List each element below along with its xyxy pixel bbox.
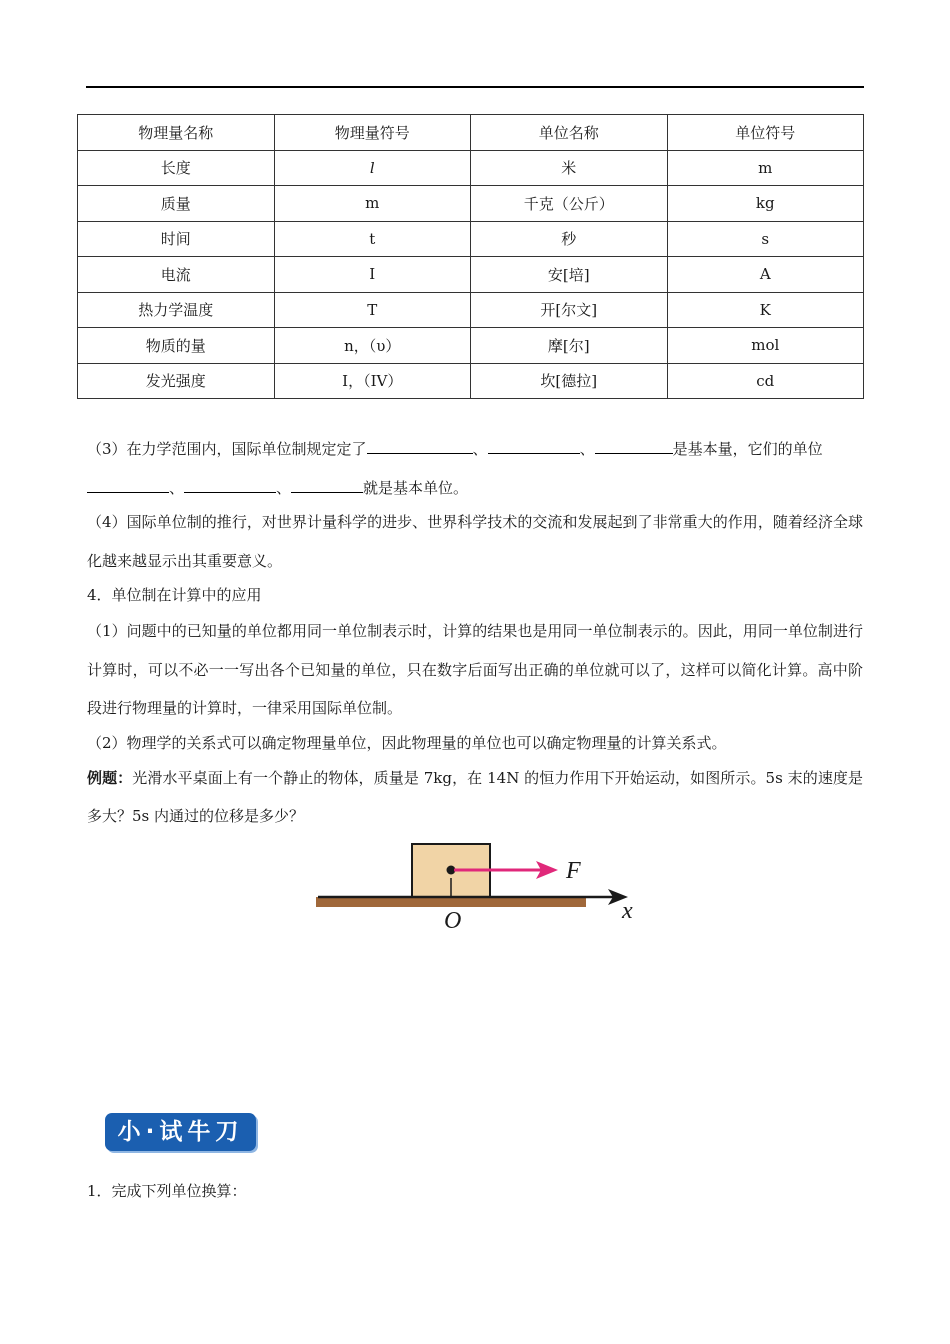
header-unit-symbol: 单位符号 [667, 115, 864, 151]
section-4-paragraph-1: （1）问题中的已知量的单位都用同一单位制表示时，计算的结果也是用同一单位制表示的。因此，用同一单位制进行计算时，可以不必一一写出各个已知量的单位，只在数字后面写出正确的单位就可以了，这样可以简化计算。高中阶段进行物理量的计算时，一律采用国际单位制。 [87, 622, 863, 717]
table-header-row [78, 115, 864, 151]
paragraph-4: （4）国际单位制的推行，对世界计量科学的进步、世界科学技术的交流和发展起到了非常重大的作用，随着经济全球化越来越显示出其重要意义。 [87, 513, 863, 570]
table-cell: 秒 [471, 221, 668, 257]
header-rule [86, 86, 864, 88]
question-1: 1．完成下列单位换算： [87, 1182, 247, 1200]
table-surface [316, 897, 586, 907]
force-label: F [566, 858, 581, 884]
header-quantity-symbol: 物理量符号 [274, 115, 471, 151]
p3-sep: 、 [169, 479, 185, 497]
table-cell: s [667, 221, 864, 257]
table-cell: 时间 [78, 221, 275, 257]
p3-sep: 、 [579, 440, 595, 458]
x-axis-label: x [622, 898, 633, 924]
paragraph-3 [87, 430, 863, 508]
table-cell: 质量 [78, 186, 275, 222]
table-cell: 千克（公斤） [471, 186, 668, 222]
fill-blank[interactable] [367, 437, 473, 454]
table-cell: A [667, 257, 864, 293]
section-badge: 小·试牛刀 [105, 1113, 256, 1151]
table-cell: T [274, 292, 471, 328]
fill-blank[interactable] [184, 476, 276, 493]
p3-sep: 、 [276, 479, 292, 497]
example-label: 例题： [87, 769, 133, 787]
table-cell: 长度 [78, 150, 275, 186]
table-row [78, 257, 864, 293]
table-cell: n，（υ） [274, 328, 471, 364]
table-cell: mol [667, 328, 864, 364]
p3-text-b: 是基本量，它们的单位 [672, 440, 823, 458]
table-cell: 安[培] [471, 257, 668, 293]
header-unit-name: 单位名称 [471, 115, 668, 151]
p3-text-a: （3）在力学范围内，国际单位制规定定了 [87, 440, 367, 458]
section-4-paragraph-2: （2）物理学的关系式可以确定物理量单位，因此物理量的单位也可以确定物理量的计算关系式。 [87, 734, 727, 752]
table-cell: m [274, 186, 471, 222]
origin-label: O [444, 908, 462, 934]
table-cell: l [274, 150, 471, 186]
table-cell: t [274, 221, 471, 257]
table-cell: m [667, 150, 864, 186]
table-row [78, 186, 864, 222]
fill-blank[interactable] [595, 437, 673, 454]
header-quantity-name: 物理量名称 [78, 115, 275, 151]
table-cell: cd [667, 363, 864, 399]
fill-blank[interactable] [291, 476, 363, 493]
table-row [78, 150, 864, 186]
table-cell: 发光强度 [78, 363, 275, 399]
table-cell: I，（IV） [274, 363, 471, 399]
table-cell: 物质的量 [78, 328, 275, 364]
table-cell: K [667, 292, 864, 328]
block-force-figure [314, 840, 644, 935]
table-cell: 米 [471, 150, 668, 186]
table-cell: 热力学温度 [78, 292, 275, 328]
table-row [78, 292, 864, 328]
example-text: 光滑水平桌面上有一个静止的物体，质量是 7kg，在 14N 的恒力作用下开始运动，如图所示。5s 末的速度是多大？5s 内通过的位移是多少？ [87, 769, 863, 825]
table-row [78, 363, 864, 399]
fill-blank[interactable] [488, 437, 580, 454]
table-cell: 电流 [78, 257, 275, 293]
table-row [78, 328, 864, 364]
table-cell: 坎[德拉] [471, 363, 668, 399]
section-4-title: 4．单位制在计算中的应用 [87, 586, 262, 604]
table-cell: 摩[尔] [471, 328, 668, 364]
table-cell: 开[尔文] [471, 292, 668, 328]
table-cell: I [274, 257, 471, 293]
example-paragraph [87, 759, 863, 835]
units-table [77, 114, 864, 399]
p3-sep: 、 [472, 440, 488, 458]
fill-blank[interactable] [87, 476, 169, 493]
table-cell: kg [667, 186, 864, 222]
p3-text-c: 就是基本单位。 [363, 479, 469, 497]
table-row [78, 221, 864, 257]
